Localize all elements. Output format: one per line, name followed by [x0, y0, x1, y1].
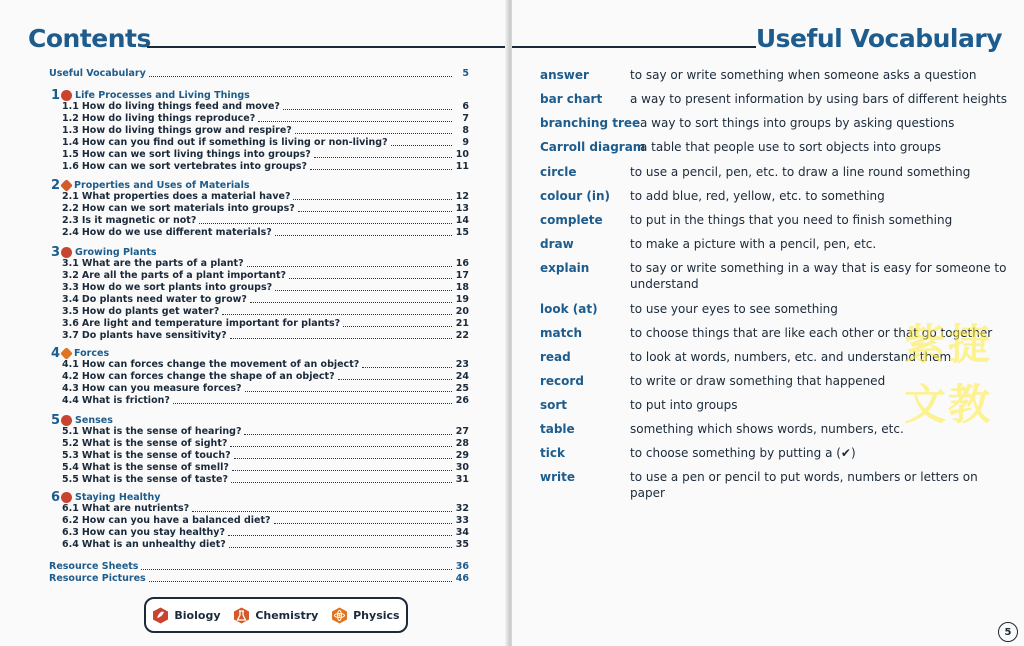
vocabulary-entry	[540, 445, 1010, 461]
leader-dots	[298, 211, 452, 212]
toc-entry-text: Is it magnetic or not?	[81, 215, 197, 226]
chapter-heading[interactable]	[51, 245, 157, 259]
toc-entry[interactable]	[49, 573, 469, 584]
leader-dots	[173, 403, 452, 404]
chapter-heading[interactable]	[51, 346, 109, 360]
toc-entry[interactable]	[62, 527, 469, 538]
vocabulary-definition: to use your eyes to see something	[630, 302, 838, 316]
toc-entry[interactable]	[62, 539, 469, 550]
toc-entry-page: 7	[462, 113, 469, 124]
toc-entry-number: 1.4	[62, 137, 79, 148]
toc-entry-page: 26	[455, 395, 469, 406]
toc-entry-text: Are all the parts of a plant important?	[81, 270, 287, 281]
chapter-number: 6	[51, 489, 61, 505]
toc-entry-page: 17	[455, 270, 469, 281]
chemistry-icon	[60, 179, 73, 192]
toc-entry[interactable]	[62, 270, 469, 281]
toc-entry-number: 2.4	[62, 227, 79, 238]
toc-entry[interactable]	[62, 161, 469, 172]
toc-entry-page: 14	[455, 215, 469, 226]
leader-dots	[275, 290, 452, 291]
leader-dots	[230, 338, 452, 339]
toc-entry[interactable]	[62, 215, 469, 226]
toc-entry-page: 29	[455, 450, 469, 461]
toc-entry[interactable]	[62, 227, 469, 238]
vocabulary-definition: a table that people use to sort objects into groups	[640, 140, 941, 154]
toc-entry-page: 18	[455, 282, 469, 293]
toc-entry-text: What is the sense of sight?	[81, 438, 228, 449]
vocabulary-term: table	[540, 422, 575, 436]
leader-dots	[141, 569, 452, 570]
toc-entry[interactable]	[62, 203, 469, 214]
chapter-title: Staying Healthy	[75, 491, 161, 503]
vocabulary-term: complete	[540, 213, 603, 227]
biology-icon	[61, 90, 72, 101]
toc-entry-text: How can forces change the movement of an object?	[81, 359, 360, 370]
vocabulary-definition: to write or draw something that happened	[630, 374, 886, 388]
watermark: 紫捷文教	[904, 320, 993, 429]
toc-entry[interactable]	[49, 68, 469, 79]
toc-entry-number: 3.7	[62, 330, 79, 341]
chapter-title: Properties and Uses of Materials	[74, 179, 250, 191]
vocabulary-term: circle	[540, 165, 577, 179]
toc-entry[interactable]	[62, 371, 469, 382]
toc-entry-text: What is the sense of smell?	[81, 462, 229, 473]
toc-entry[interactable]	[62, 330, 469, 341]
toc-entry-text: How do living things feed and move?	[81, 101, 280, 112]
toc-entry-number: 4.1	[62, 359, 79, 370]
toc-entry-number: 3.5	[62, 306, 79, 317]
vocabulary-entry	[540, 469, 1010, 501]
vocabulary-definition: to add blue, red, yellow, etc. to something	[630, 189, 885, 203]
chapter-number: 5	[51, 412, 61, 428]
leader-dots	[199, 223, 452, 224]
toc-entry[interactable]	[62, 137, 469, 148]
vocabulary-entry	[540, 67, 1010, 83]
legend-biology	[152, 607, 220, 624]
toc-entry-page: 32	[455, 503, 469, 514]
physics-icon	[60, 347, 73, 360]
toc-entry-number: 6.3	[62, 527, 79, 538]
leader-dots	[228, 535, 452, 536]
toc-entry-number: 3.2	[62, 270, 79, 281]
toc-entry-page: 20	[455, 306, 469, 317]
vocabulary-definition: to look at words, numbers, etc. and understand them	[630, 350, 952, 364]
contents-page	[0, 0, 508, 646]
toc-entry-number: 2.3	[62, 215, 79, 226]
toc-entry-number: 5.1	[62, 426, 79, 437]
biology-icon	[61, 415, 72, 426]
toc-entry-number: 4.2	[62, 371, 79, 382]
vocabulary-entry	[540, 139, 1010, 155]
toc-entry-page: 10	[455, 149, 469, 160]
chapter-number: 1	[51, 87, 61, 103]
toc-entry-number: 1.1	[62, 101, 79, 112]
toc-entry[interactable]	[62, 306, 469, 317]
biology-icon	[61, 247, 72, 258]
legend-label: Physics	[353, 608, 400, 622]
toc-entry-page: 27	[455, 426, 469, 437]
toc-entry-page: 31	[455, 474, 469, 485]
vocabulary-definition: something which shows words, numbers, etc.	[630, 422, 904, 436]
leader-dots	[245, 391, 453, 392]
leader-dots	[232, 470, 452, 471]
toc-entry-number: 3.6	[62, 318, 79, 329]
toc-entry-text: How do we use different materials?	[81, 227, 272, 238]
toc-entry-text: How can you measure forces?	[81, 383, 242, 394]
chemistry-icon	[233, 607, 250, 624]
leader-dots	[343, 326, 452, 327]
toc-entry-text: How do we sort plants into groups?	[81, 282, 273, 293]
toc-entry-page: 46	[455, 573, 469, 584]
toc-entry-page: 28	[455, 438, 469, 449]
toc-entry-number: 5.3	[62, 450, 79, 461]
toc-entry-page: 35	[455, 539, 469, 550]
vocabulary-term: look (at)	[540, 302, 598, 316]
leader-dots	[234, 458, 452, 459]
toc-entry-text: What is the sense of taste?	[81, 474, 228, 485]
toc-entry-number: 6.4	[62, 539, 79, 550]
toc-entry[interactable]	[62, 474, 469, 485]
toc-entry[interactable]	[62, 359, 469, 370]
vocabulary-definition: to make a picture with a pencil, pen, etc.	[630, 237, 877, 251]
toc-entry-number: 4.4	[62, 395, 79, 406]
toc-entry-text: Resource Sheets	[49, 561, 139, 572]
biology-icon	[61, 492, 72, 503]
toc-entry-number: 5.4	[62, 462, 79, 473]
vocabulary-term: explain	[540, 261, 590, 275]
toc-entry-page: 5	[462, 68, 469, 79]
toc-entry-text: How can you find out if something is living or non-living?	[81, 137, 388, 148]
vocabulary-term: bar chart	[540, 92, 603, 106]
vocabulary-definition: to use a pen or pencil to put words, numbers or letters on paper	[630, 470, 978, 500]
toc-entry[interactable]	[62, 282, 469, 293]
toc-entry-page: 24	[455, 371, 469, 382]
vocabulary-definition: to say or write something when someone asks a question	[630, 68, 977, 82]
leader-dots	[293, 199, 452, 200]
toc-entry[interactable]	[62, 101, 469, 112]
toc-entry-page: 36	[455, 561, 469, 572]
toc-entry[interactable]	[62, 515, 469, 526]
toc-entry[interactable]	[62, 191, 469, 202]
chapter-title: Life Processes and Living Things	[75, 89, 250, 101]
toc-entry-text: How can we sort vertebrates into groups?	[81, 161, 308, 172]
toc-entry-number: 1.6	[62, 161, 79, 172]
vocabulary-entry	[540, 260, 1010, 292]
toc-entry-page: 9	[462, 137, 469, 148]
leader-dots	[231, 482, 452, 483]
toc-entry-number: 6.2	[62, 515, 79, 526]
toc-entry-page: 12	[455, 191, 469, 202]
vocabulary-entry	[540, 236, 1010, 252]
toc-entry-page: 21	[455, 318, 469, 329]
physics-icon	[331, 607, 348, 624]
toc-entry-number: 1.5	[62, 149, 79, 160]
toc-entry[interactable]	[49, 561, 469, 572]
toc-entry-number: 2.1	[62, 191, 79, 202]
vocabulary-term: tick	[540, 446, 565, 460]
chapter-heading[interactable]	[51, 88, 250, 102]
legend-label: Chemistry	[255, 608, 319, 622]
toc-entry-number: 6.1	[62, 503, 79, 514]
vocabulary-definition: to use a pencil, pen, etc. to draw a line round something	[630, 165, 971, 179]
leader-dots	[149, 76, 452, 77]
chapter-heading[interactable]	[51, 178, 250, 192]
toc-entry-page: 34	[455, 527, 469, 538]
leader-dots	[391, 145, 452, 146]
vocabulary-term: record	[540, 374, 584, 388]
chapter-title: Forces	[74, 347, 110, 359]
vocabulary-definition: to put in the things that you need to finish something	[630, 213, 953, 227]
leader-dots	[310, 169, 452, 170]
toc-entry-text: Do plants need water to grow?	[81, 294, 247, 305]
chapter-number: 4	[51, 345, 61, 361]
vocabulary-entry	[540, 91, 1010, 107]
leader-dots	[283, 109, 452, 110]
vocabulary-entry	[540, 164, 1010, 180]
legend-physics	[331, 607, 399, 624]
toc-entry-page: 30	[455, 462, 469, 473]
toc-entry-text: How can forces change the shape of an object?	[81, 371, 335, 382]
toc-entry-text: How do living things reproduce?	[81, 113, 256, 124]
leader-dots	[274, 523, 452, 524]
toc-entry-text: What is friction?	[81, 395, 170, 406]
leader-dots	[362, 367, 452, 368]
toc-entry-number: 1.2	[62, 113, 79, 124]
toc-entry-page: 8	[462, 125, 469, 136]
toc-entry-number: 3.1	[62, 258, 79, 269]
toc-entry-text: How can we sort living things into groups?	[81, 149, 311, 160]
toc-entry-page: 6	[462, 101, 469, 112]
toc-entry[interactable]	[62, 125, 469, 136]
vocabulary-term: answer	[540, 68, 589, 82]
chapter-number: 2	[51, 177, 61, 193]
leader-dots	[229, 547, 452, 548]
toc-entry-text: How can you stay healthy?	[81, 527, 226, 538]
toc-entry[interactable]	[62, 462, 469, 473]
leader-dots	[222, 314, 452, 315]
toc-entry-text: What properties does a material have?	[81, 191, 291, 202]
toc-entry[interactable]	[62, 383, 469, 394]
toc-entry-text: Are light and temperature important for plants?	[81, 318, 341, 329]
toc-entry-number: 5.5	[62, 474, 79, 485]
vocabulary-definition: a way to sort things into groups by asking questions	[640, 116, 955, 130]
chapter-title: Growing Plants	[75, 246, 157, 258]
vocabulary-term: draw	[540, 237, 574, 251]
toc-entry[interactable]	[62, 438, 469, 449]
toc-entry[interactable]	[62, 395, 469, 406]
toc-entry-text: How can we sort materials into groups?	[81, 203, 295, 214]
vocabulary-term: branching tree	[540, 116, 641, 130]
toc-entry[interactable]	[62, 258, 469, 269]
toc-entry[interactable]	[62, 426, 469, 437]
toc-entry-number: 1.3	[62, 125, 79, 136]
vocabulary-term: colour (in)	[540, 189, 610, 203]
leader-dots	[244, 434, 452, 435]
toc-entry-text: Do plants have sensitivity?	[81, 330, 227, 341]
toc-entry-page: 33	[455, 515, 469, 526]
leader-dots	[314, 157, 452, 158]
chapter-heading[interactable]	[51, 490, 160, 504]
page-number: 5	[998, 622, 1018, 642]
toc-entry-number: 2.2	[62, 203, 79, 214]
toc-entry-number: 4.3	[62, 383, 79, 394]
leader-dots	[192, 511, 452, 512]
toc-entry-page: 11	[455, 161, 469, 172]
leader-dots	[338, 379, 452, 380]
legend-chemistry	[233, 607, 318, 624]
leader-dots	[250, 302, 452, 303]
toc-entry-text: Useful Vocabulary	[49, 68, 146, 79]
toc-entry[interactable]	[62, 113, 469, 124]
toc-entry-text: What is the sense of hearing?	[81, 426, 242, 437]
vocabulary-term: match	[540, 326, 582, 340]
chapter-title: Senses	[75, 414, 113, 426]
chapter-number: 3	[51, 244, 61, 260]
vocabulary-definition: to choose something by putting a (✔)	[630, 446, 856, 460]
toc-entry-text: Resource Pictures	[49, 573, 146, 584]
vocabulary-definition: a way to present information by using bars of different heights	[630, 92, 1008, 106]
toc-entry-text: What are nutrients?	[81, 503, 190, 514]
toc-entry[interactable]	[62, 450, 469, 461]
leader-dots	[295, 133, 452, 134]
toc-entry-page: 16	[455, 258, 469, 269]
leader-dots	[275, 235, 452, 236]
title-rule	[147, 46, 508, 48]
vocabulary-definition: to put into groups	[630, 398, 738, 412]
leader-dots	[289, 278, 452, 279]
toc-entry[interactable]	[62, 149, 469, 160]
toc-entry-text: What is an unhealthy diet?	[81, 539, 226, 550]
toc-entry[interactable]	[62, 503, 469, 514]
leader-dots	[230, 446, 452, 447]
toc-entry-page: 25	[455, 383, 469, 394]
vocabulary-term: Carroll diagram	[540, 140, 646, 154]
toc-entry-number: 5.2	[62, 438, 79, 449]
vocabulary-term: write	[540, 470, 575, 484]
toc-entry-page: 22	[455, 330, 469, 341]
toc-entry-text: What are the parts of a plant?	[81, 258, 244, 269]
leader-dots	[149, 581, 452, 582]
toc-entry[interactable]	[62, 294, 469, 305]
toc-entry-page: 19	[455, 294, 469, 305]
toc-entry-number: 3.4	[62, 294, 79, 305]
page-title: Contents	[28, 24, 151, 53]
toc-entry-text: What is the sense of touch?	[81, 450, 231, 461]
vocabulary-term: read	[540, 350, 571, 364]
toc-entry-page: 13	[455, 203, 469, 214]
toc-entry-text: How do plants get water?	[81, 306, 220, 317]
toc-entry-number: 3.3	[62, 282, 79, 293]
biology-icon	[152, 607, 169, 624]
vocabulary-entry	[540, 115, 1010, 131]
toc-entry-page: 23	[455, 359, 469, 370]
toc-entry-page: 15	[455, 227, 469, 238]
vocabulary-term: sort	[540, 398, 568, 412]
title-rule	[512, 46, 756, 48]
vocabulary-entry	[540, 188, 1010, 204]
toc-entry-text: How do living things grow and respire?	[81, 125, 292, 136]
chapter-heading[interactable]	[51, 413, 113, 427]
vocabulary-definition: to choose things that are like each other or that go together	[630, 326, 993, 340]
leader-dots	[247, 266, 452, 267]
toc-entry[interactable]	[62, 318, 469, 329]
toc-entry-text: How can you have a balanced diet?	[81, 515, 271, 526]
legend-label: Biology	[174, 608, 221, 622]
subject-legend	[144, 597, 408, 633]
leader-dots	[258, 121, 452, 122]
vocabulary-entry	[540, 212, 1010, 228]
vocabulary-page	[512, 0, 1024, 646]
vocabulary-definition: to say or write something in a way that is easy for someone to understand	[630, 261, 1007, 291]
page-title: Useful Vocabulary	[755, 24, 1002, 53]
